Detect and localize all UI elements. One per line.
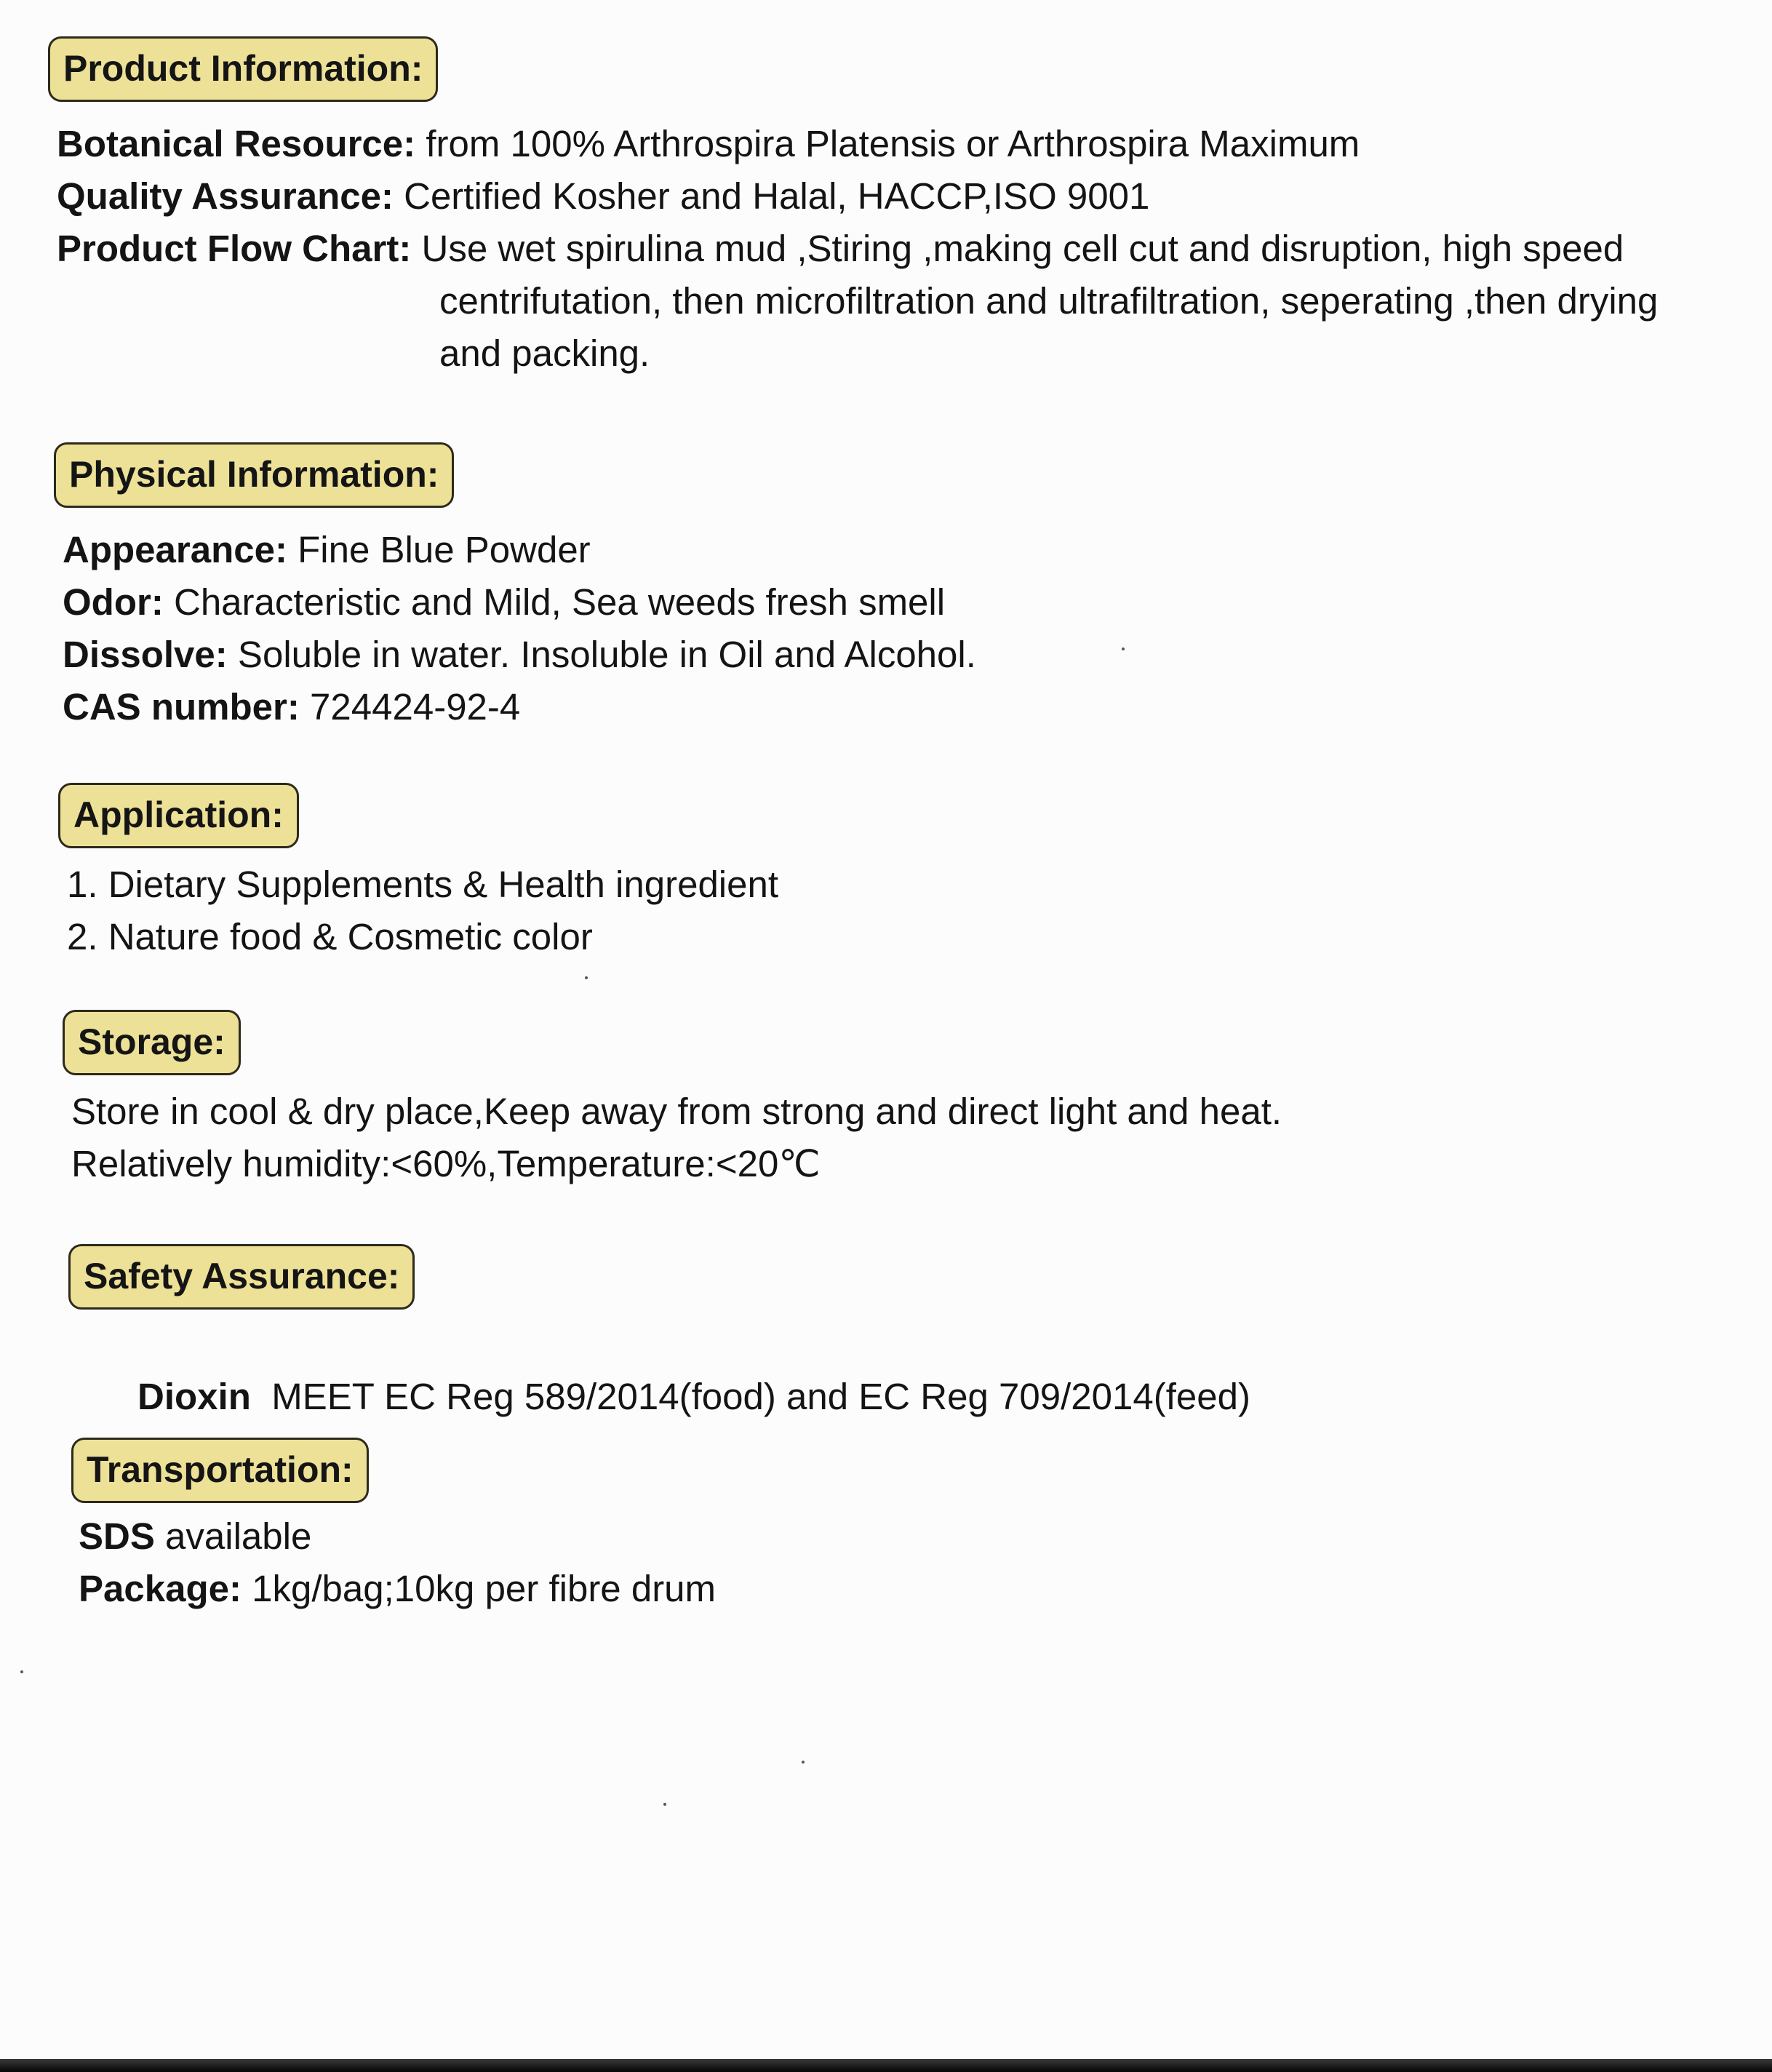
sds-value: available xyxy=(154,1515,312,1557)
application-item: 1. Dietary Supplements & Health ingredient xyxy=(67,864,779,905)
dioxin-value: MEET EC Reg 589/2014(food) and EC Reg 709/2014(feed) xyxy=(250,1376,1250,1417)
product-flow-chart-label: Product Flow Chart: xyxy=(57,228,412,269)
scan-speck xyxy=(1122,648,1125,650)
package-label: Package: xyxy=(79,1568,242,1609)
package-row xyxy=(79,1563,716,1615)
product-information-section xyxy=(48,36,438,102)
transportation-section xyxy=(71,1438,369,1503)
sds-label: SDS xyxy=(79,1515,155,1557)
odor-label: Odor: xyxy=(63,581,164,623)
scan-speck xyxy=(20,1670,23,1673)
transportation-header: Transportation: xyxy=(71,1438,369,1503)
sds-row xyxy=(79,1510,716,1563)
quality-assurance-label: Quality Assurance: xyxy=(57,175,394,217)
physical-information-body xyxy=(63,524,976,733)
dissolve-value: Soluble in water. Insoluble in Oil and Alcohol. xyxy=(227,634,976,675)
physical-information-section xyxy=(54,442,454,508)
safety-assurance-header: Safety Assurance: xyxy=(68,1244,415,1310)
botanical-resource-value: from 100% Arthrospira Platensis or Arthrospira Maximum xyxy=(415,123,1360,164)
appearance-value: Fine Blue Powder xyxy=(287,529,591,570)
product-flow-chart-row xyxy=(57,223,1658,275)
physical-information-header: Physical Information: xyxy=(54,442,454,508)
botanical-resource-row xyxy=(57,118,1658,170)
safety-assurance-section xyxy=(68,1244,415,1310)
appearance-row xyxy=(63,524,976,576)
dissolve-label: Dissolve: xyxy=(63,634,228,675)
storage-body xyxy=(71,1085,1282,1190)
odor-row xyxy=(63,576,976,629)
product-information-header: Product Information: xyxy=(48,36,438,102)
appearance-label: Appearance: xyxy=(63,529,287,570)
product-flow-chart-continuation: and packing. xyxy=(439,332,650,374)
cas-number-label: CAS number: xyxy=(63,686,300,728)
scan-bottom-edge xyxy=(0,2059,1772,2072)
scan-speck xyxy=(802,1761,805,1764)
quality-assurance-row xyxy=(57,170,1658,223)
storage-section xyxy=(63,1010,241,1075)
product-information-body xyxy=(57,118,1658,380)
scan-speck xyxy=(663,1803,666,1806)
application-section xyxy=(58,783,299,848)
storage-header: Storage: xyxy=(63,1010,241,1075)
application-header: Application: xyxy=(58,783,299,848)
cas-number-row xyxy=(63,681,976,733)
application-item: 2. Nature food & Cosmetic color xyxy=(67,916,593,957)
odor-value: Characteristic and Mild, Sea weeds fresh smell xyxy=(163,581,946,623)
package-value: 1kg/bag;10kg per fibre drum xyxy=(241,1568,717,1609)
dioxin-label: Dioxin xyxy=(137,1376,251,1417)
application-body xyxy=(67,858,778,963)
product-flow-chart-value: Use wet spirulina mud ,Stiring ,making cell cut and disruption, high speed xyxy=(411,228,1624,269)
dissolve-row xyxy=(63,629,976,681)
transportation-body xyxy=(79,1510,716,1615)
cas-number-value: 724424-92-4 xyxy=(299,686,521,728)
storage-line: Relatively humidity:<60%,Temperature:<20℃ xyxy=(71,1143,821,1184)
botanical-resource-label: Botanical Resource: xyxy=(57,123,416,164)
product-flow-chart-continuation: centrifutation, then microfiltration and ultrafiltration, seperating ,then drying xyxy=(439,280,1659,322)
quality-assurance-value: Certified Kosher and Halal, HACCP,ISO 9001 xyxy=(393,175,1150,217)
storage-line: Store in cool & dry place,Keep away from strong and direct light and heat. xyxy=(71,1091,1282,1132)
scan-speck xyxy=(585,976,588,979)
